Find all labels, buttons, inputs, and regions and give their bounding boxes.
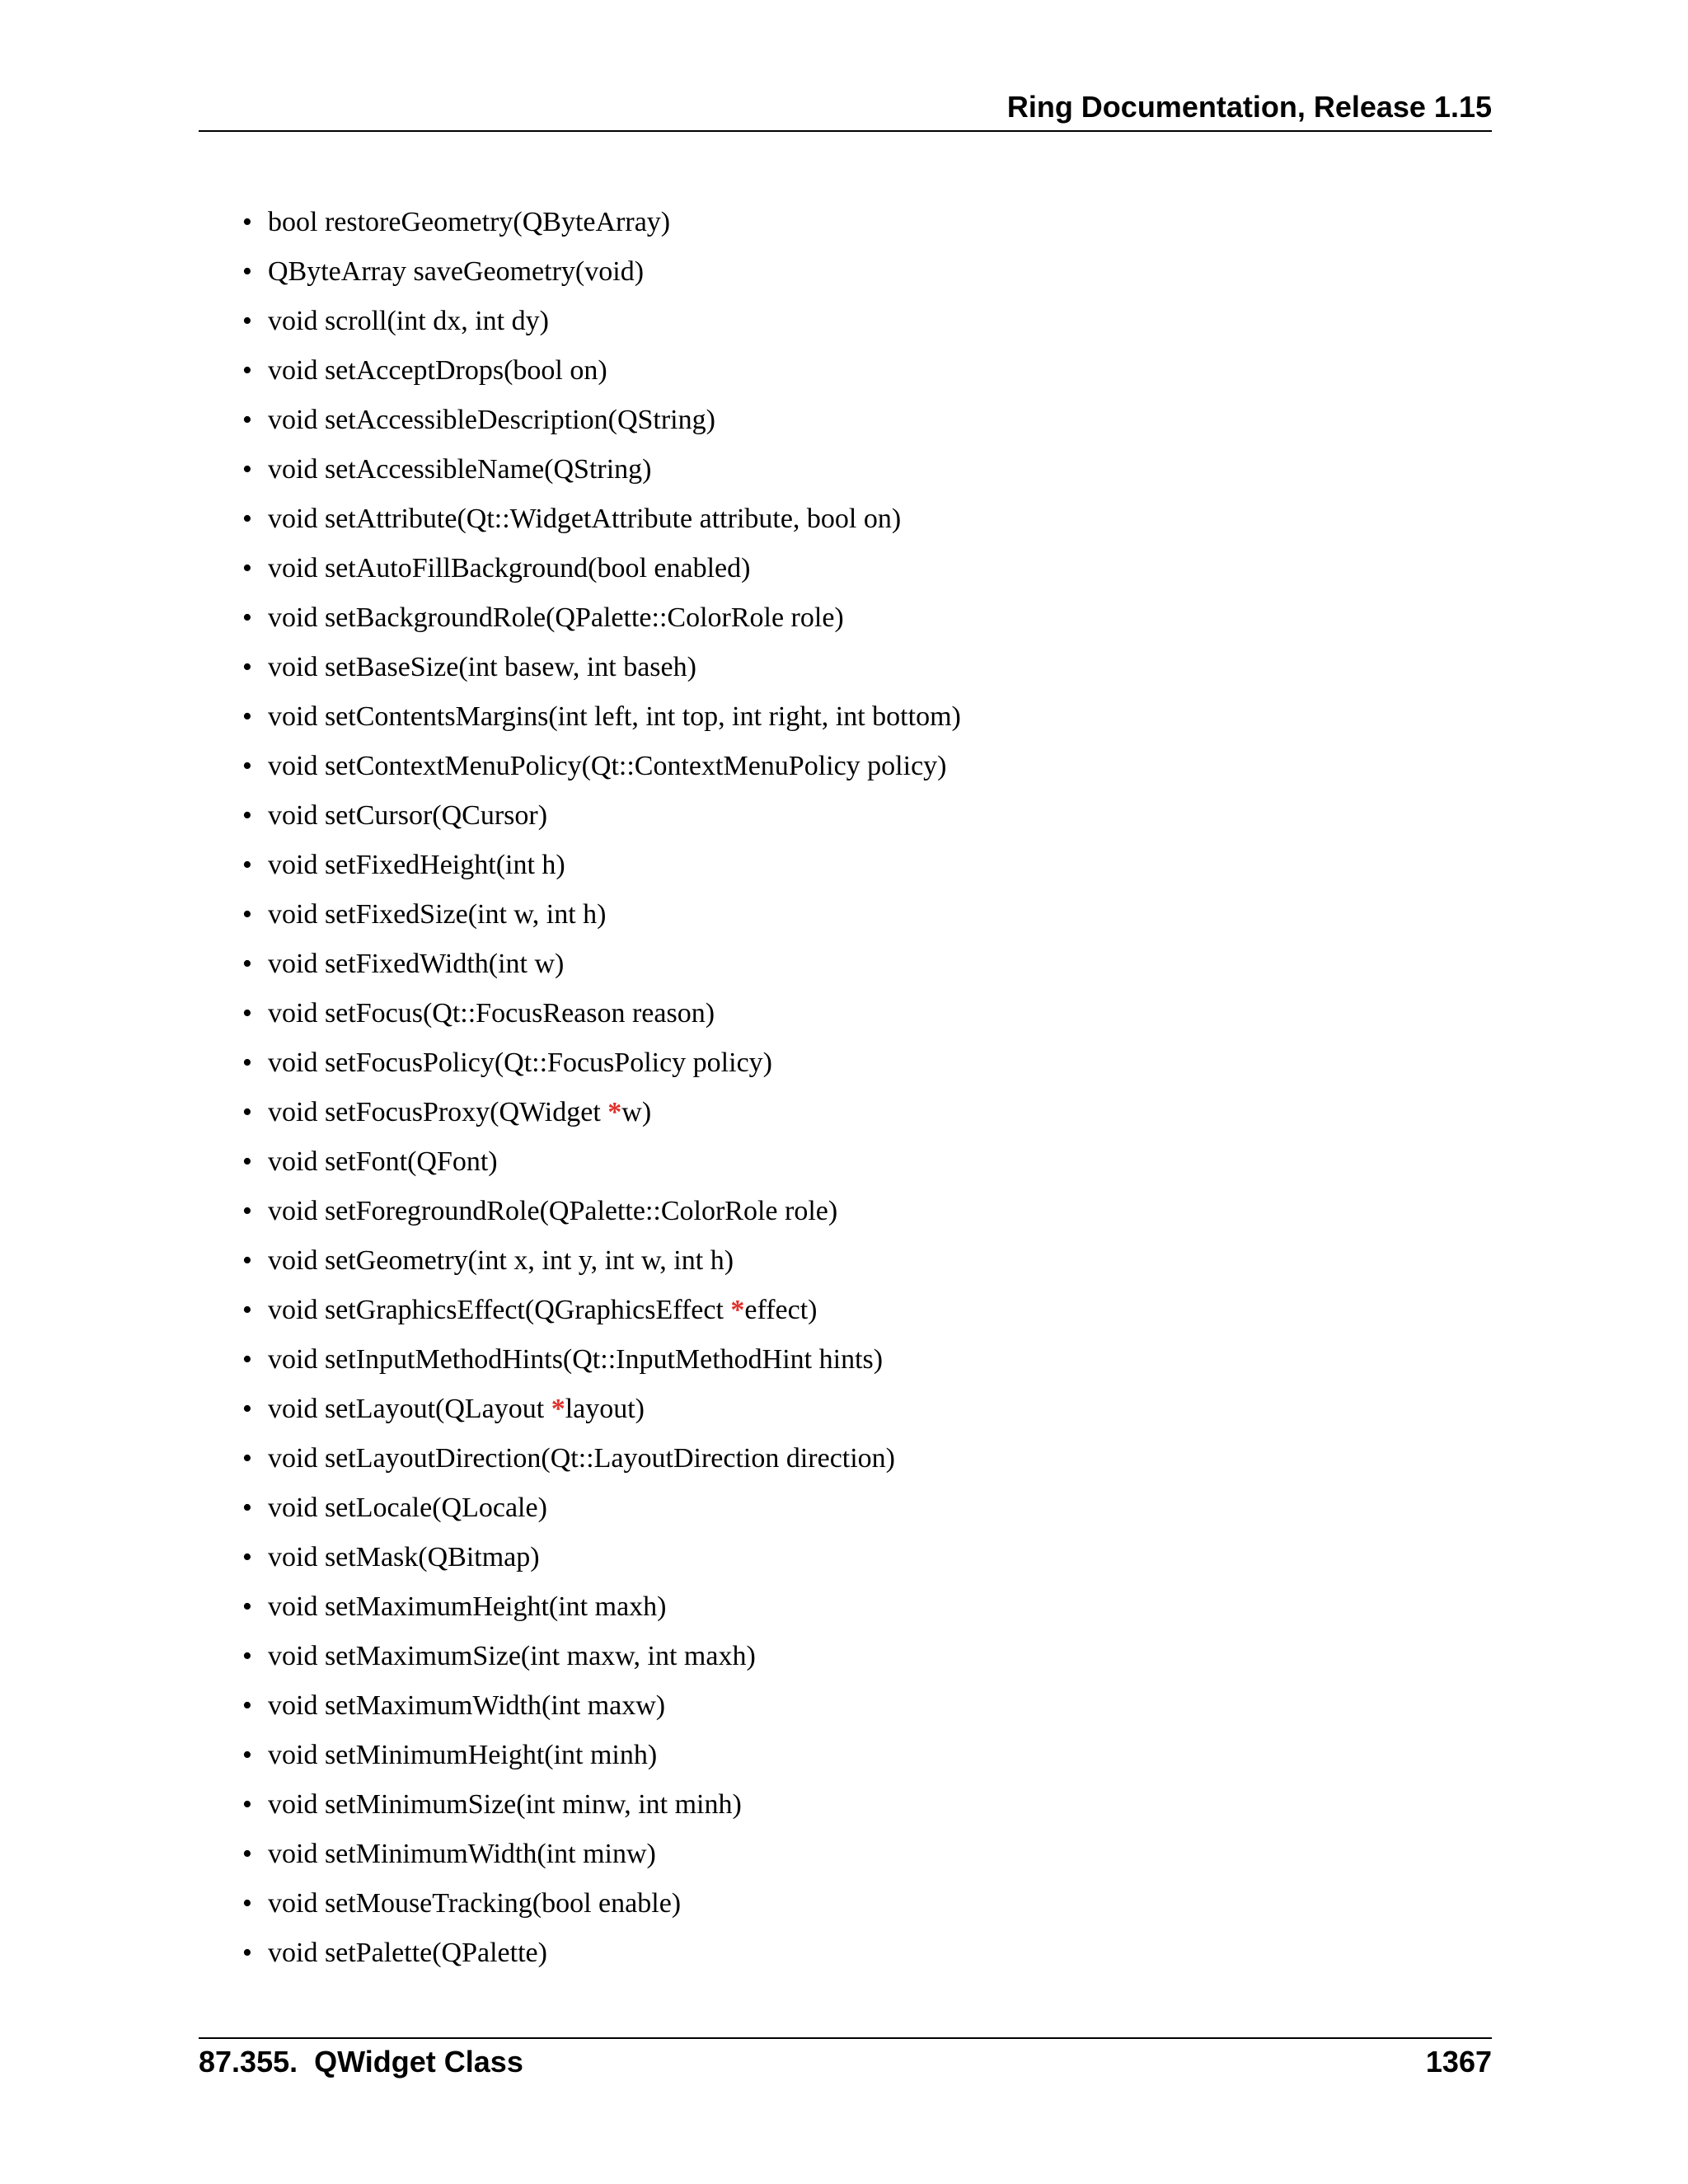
method-signature bbox=[268, 1780, 742, 1830]
method-signature bbox=[268, 643, 696, 692]
method-signature bbox=[268, 791, 547, 841]
method-signature-text: void setFocus(Qt::FocusReason reason) bbox=[268, 998, 715, 1029]
method-signature-text: void setCursor(QCursor) bbox=[268, 800, 548, 831]
method-signature bbox=[268, 1483, 547, 1533]
method-signature bbox=[268, 1582, 667, 1632]
method-signature-text: void setPalette(QPalette) bbox=[268, 1938, 547, 1968]
header-divider bbox=[199, 130, 1492, 132]
bullet-icon: • bbox=[242, 1740, 252, 1770]
method-signature bbox=[268, 742, 947, 791]
method-signature-text: void setAccessibleDescription(QString) bbox=[268, 405, 715, 435]
bullet-icon: • bbox=[242, 553, 252, 583]
method-signature-text: void setBackgroundRole(QPalette::ColorRole role) bbox=[268, 602, 844, 633]
bullet-icon: • bbox=[242, 1690, 252, 1721]
bullet-icon: • bbox=[242, 207, 252, 237]
bullet-icon: • bbox=[242, 1493, 252, 1523]
bullet-icon: • bbox=[242, 1641, 252, 1671]
bullet-icon: • bbox=[242, 751, 252, 781]
method-signature-text: void setMinimumHeight(int minh) bbox=[268, 1740, 658, 1770]
method-signature bbox=[268, 297, 549, 346]
method-signature-text: void setMinimumWidth(int minw) bbox=[268, 1839, 656, 1869]
bullet-icon: • bbox=[242, 701, 252, 732]
method-signature bbox=[268, 1681, 665, 1731]
bullet-icon: • bbox=[242, 355, 252, 386]
method-signature-text: void setFocusProxy(QWidget bbox=[268, 1097, 608, 1127]
method-signature bbox=[268, 989, 715, 1038]
method-signature-text: void setGeometry(int x, int y, int w, int h) bbox=[268, 1245, 734, 1276]
method-signature bbox=[268, 198, 670, 247]
method-signature-text: void setMask(QBitmap) bbox=[268, 1542, 540, 1572]
pointer-asterisk: * bbox=[730, 1295, 745, 1325]
bullet-icon: • bbox=[242, 652, 252, 682]
method-signature-text: void setLayout(QLayout bbox=[268, 1394, 551, 1424]
method-signature-text: void setInputMethodHints(Qt::InputMethodHint hints) bbox=[268, 1344, 884, 1375]
method-signature bbox=[268, 1533, 540, 1582]
method-signature bbox=[268, 1385, 645, 1434]
method-signature bbox=[268, 692, 961, 742]
method-signature bbox=[268, 494, 901, 544]
method-signature-text: void setFocusPolicy(Qt::FocusPolicy policy) bbox=[268, 1047, 772, 1078]
method-signature-text: void setMaximumSize(int maxw, int maxh) bbox=[268, 1641, 756, 1671]
footer-section-title: 87.355. QWidget Class bbox=[199, 2045, 523, 2079]
method-signature-text: void setFixedWidth(int w) bbox=[268, 949, 565, 979]
pointer-asterisk: * bbox=[607, 1097, 622, 1127]
method-signature bbox=[268, 1879, 681, 1929]
bullet-icon: • bbox=[242, 899, 252, 930]
bullet-icon: • bbox=[242, 1789, 252, 1820]
bullet-icon: • bbox=[242, 1245, 252, 1276]
bullet-icon: • bbox=[242, 1196, 252, 1226]
footer-divider bbox=[199, 2037, 1492, 2039]
bullet-icon: • bbox=[242, 256, 252, 287]
method-signature bbox=[268, 247, 644, 297]
method-signature bbox=[268, 544, 750, 593]
method-signature bbox=[268, 1286, 818, 1335]
method-signature-text: w) bbox=[621, 1097, 652, 1127]
bullet-icon: • bbox=[242, 1888, 252, 1919]
bullet-icon: • bbox=[242, 1591, 252, 1622]
method-signature-text: void setGraphicsEffect(QGraphicsEffect bbox=[268, 1295, 731, 1325]
method-signature bbox=[268, 841, 565, 890]
method-signature-text: void setMaximumHeight(int maxh) bbox=[268, 1591, 667, 1622]
method-signature bbox=[268, 940, 564, 989]
method-signature-text: void scroll(int dx, int dy) bbox=[268, 306, 549, 336]
method-signature bbox=[268, 1929, 547, 1978]
method-signature bbox=[268, 396, 715, 445]
method-signature bbox=[268, 890, 606, 940]
method-signature-text: void setContextMenuPolicy(Qt::ContextMenuPolicy policy) bbox=[268, 751, 947, 781]
bullet-icon: • bbox=[242, 1146, 252, 1177]
bullet-icon: • bbox=[242, 306, 252, 336]
bullet-icon: • bbox=[242, 949, 252, 979]
method-signature bbox=[268, 1731, 657, 1780]
bullet-icon: • bbox=[242, 800, 252, 831]
method-signature-text: effect) bbox=[744, 1295, 818, 1325]
method-signature-text: QByteArray saveGeometry(void) bbox=[268, 256, 645, 287]
bullet-icon: • bbox=[242, 1344, 252, 1375]
method-signature bbox=[268, 445, 652, 494]
method-signature-text: layout) bbox=[565, 1394, 645, 1424]
bullet-icon: • bbox=[242, 1295, 252, 1325]
method-signature bbox=[268, 1236, 734, 1286]
method-signature-text: void setFixedSize(int w, int h) bbox=[268, 899, 607, 930]
bullet-icon: • bbox=[242, 850, 252, 880]
pointer-asterisk: * bbox=[551, 1394, 565, 1424]
method-signature bbox=[268, 1335, 883, 1385]
method-signature-text: void setMouseTracking(bool enable) bbox=[268, 1888, 682, 1919]
method-signature-text: bool restoreGeometry(QByteArray) bbox=[268, 207, 671, 237]
method-signature bbox=[268, 1038, 772, 1088]
bullet-icon: • bbox=[242, 1542, 252, 1572]
bullet-icon: • bbox=[242, 405, 252, 435]
method-signature-text: void setBaseSize(int basew, int baseh) bbox=[268, 652, 696, 682]
bullet-icon: • bbox=[242, 1443, 252, 1474]
method-signature bbox=[268, 1187, 837, 1236]
method-signature-text: void setFont(QFont) bbox=[268, 1146, 498, 1177]
method-signature bbox=[268, 593, 844, 643]
method-signature-text: void setContentsMargins(int left, int top, int right, int bottom) bbox=[268, 701, 961, 732]
bullet-icon: • bbox=[242, 1938, 252, 1968]
bullet-icon: • bbox=[242, 1047, 252, 1078]
method-signature-text: void setAcceptDrops(bool on) bbox=[268, 355, 607, 386]
bullet-icon: • bbox=[242, 454, 252, 485]
page-number: 1367 bbox=[1425, 2045, 1492, 2079]
bullet-icon: • bbox=[242, 998, 252, 1029]
method-signature-text: void setFixedHeight(int h) bbox=[268, 850, 565, 880]
method-signature-text: void setLocale(QLocale) bbox=[268, 1493, 547, 1523]
method-signature bbox=[268, 1088, 651, 1137]
bullet-icon: • bbox=[242, 1394, 252, 1424]
method-signature-text: void setAttribute(Qt::WidgetAttribute attribute, bool on) bbox=[268, 504, 902, 534]
bullet-icon: • bbox=[242, 1839, 252, 1869]
method-signature bbox=[268, 1830, 656, 1879]
method-signature bbox=[268, 1632, 756, 1681]
method-signature bbox=[268, 346, 607, 396]
method-signature-text: void setMinimumSize(int minw, int minh) bbox=[268, 1789, 742, 1820]
bullet-icon: • bbox=[242, 504, 252, 534]
method-signature bbox=[268, 1137, 498, 1187]
method-signature bbox=[268, 1434, 895, 1483]
method-signature-text: void setForegroundRole(QPalette::ColorRole role) bbox=[268, 1196, 838, 1226]
method-signature-text: void setMaximumWidth(int maxw) bbox=[268, 1690, 666, 1721]
bullet-icon: • bbox=[242, 602, 252, 633]
method-signature-text: void setLayoutDirection(Qt::LayoutDirection direction) bbox=[268, 1443, 895, 1474]
method-signature-text: void setAccessibleName(QString) bbox=[268, 454, 652, 485]
bullet-icon: • bbox=[242, 1097, 252, 1127]
method-signature-text: void setAutoFillBackground(bool enabled) bbox=[268, 553, 751, 583]
running-header-title: Ring Documentation, Release 1.15 bbox=[1006, 90, 1492, 124]
